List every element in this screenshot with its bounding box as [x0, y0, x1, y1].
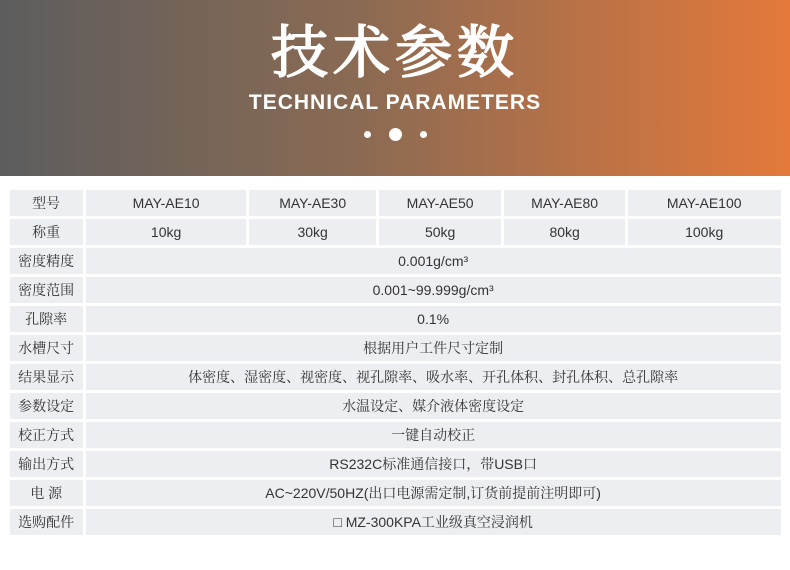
- row-value: 0.001g/cm³: [86, 248, 781, 274]
- table-row-weight: [10, 219, 781, 245]
- weight-cell: 10kg: [86, 219, 247, 245]
- row-label: 参数设定: [10, 393, 83, 419]
- row-label: 型号: [10, 190, 83, 216]
- table-row-calibration: [10, 422, 781, 448]
- table-row-density-precision: [10, 248, 781, 274]
- technical-parameters-table: [7, 187, 784, 538]
- model-cell: MAY-AE10: [86, 190, 247, 216]
- row-label: 称重: [10, 219, 83, 245]
- table-row-density-range: [10, 277, 781, 303]
- row-label: 输出方式: [10, 451, 83, 477]
- weight-cell: 30kg: [249, 219, 376, 245]
- model-cell: MAY-AE30: [249, 190, 376, 216]
- dot-icon: [420, 131, 427, 138]
- table-row-optional-accessories: [10, 509, 781, 535]
- table-row-output: [10, 451, 781, 477]
- model-cell: MAY-AE100: [628, 190, 781, 216]
- table-row-parameter-setting: [10, 393, 781, 419]
- model-cell: MAY-AE80: [504, 190, 624, 216]
- weight-cell: 100kg: [628, 219, 781, 245]
- row-value: 体密度、湿密度、视密度、视孔隙率、吸水率、开孔体积、封孔体积、总孔隙率: [86, 364, 781, 390]
- row-label: 校正方式: [10, 422, 83, 448]
- row-label: 密度范围: [10, 277, 83, 303]
- model-cell: MAY-AE50: [379, 190, 501, 216]
- table-row-power: [10, 480, 781, 506]
- dot-icon: [389, 128, 402, 141]
- row-value: 0.001~99.999g/cm³: [86, 277, 781, 303]
- row-label: 选购配件: [10, 509, 83, 535]
- weight-cell: 80kg: [504, 219, 624, 245]
- row-label: 孔隙率: [10, 306, 83, 332]
- table-row-porosity: [10, 306, 781, 332]
- row-value: AC~220V/50HZ(出口电源需定制,订货前提前注明即可): [86, 480, 781, 506]
- row-value: 0.1%: [86, 306, 781, 332]
- row-value: □ MZ-300KPA工业级真空浸润机: [86, 509, 781, 535]
- page-title: 技术参数: [271, 21, 519, 85]
- row-label: 结果显示: [10, 364, 83, 390]
- row-label: 水槽尺寸: [10, 335, 83, 361]
- page-subtitle: TECHNICAL PARAMETERS: [248, 90, 542, 114]
- row-value: RS232C标准通信接口，带USB口: [86, 451, 781, 477]
- row-label: 密度精度: [10, 248, 83, 274]
- row-value: 根据用户工件尺寸定制: [86, 335, 781, 361]
- weight-cell: 50kg: [379, 219, 501, 245]
- row-value: 水温设定、媒介液体密度设定: [86, 393, 781, 419]
- dot-icon: [364, 131, 371, 138]
- row-label: 电 源: [10, 480, 83, 506]
- table-row-model: [10, 190, 781, 216]
- table-row-tank-size: [10, 335, 781, 361]
- decorative-dots: [364, 128, 427, 142]
- header-banner: [0, 0, 790, 176]
- row-value: 一键自动校正: [86, 422, 781, 448]
- table-row-result-display: [10, 364, 781, 390]
